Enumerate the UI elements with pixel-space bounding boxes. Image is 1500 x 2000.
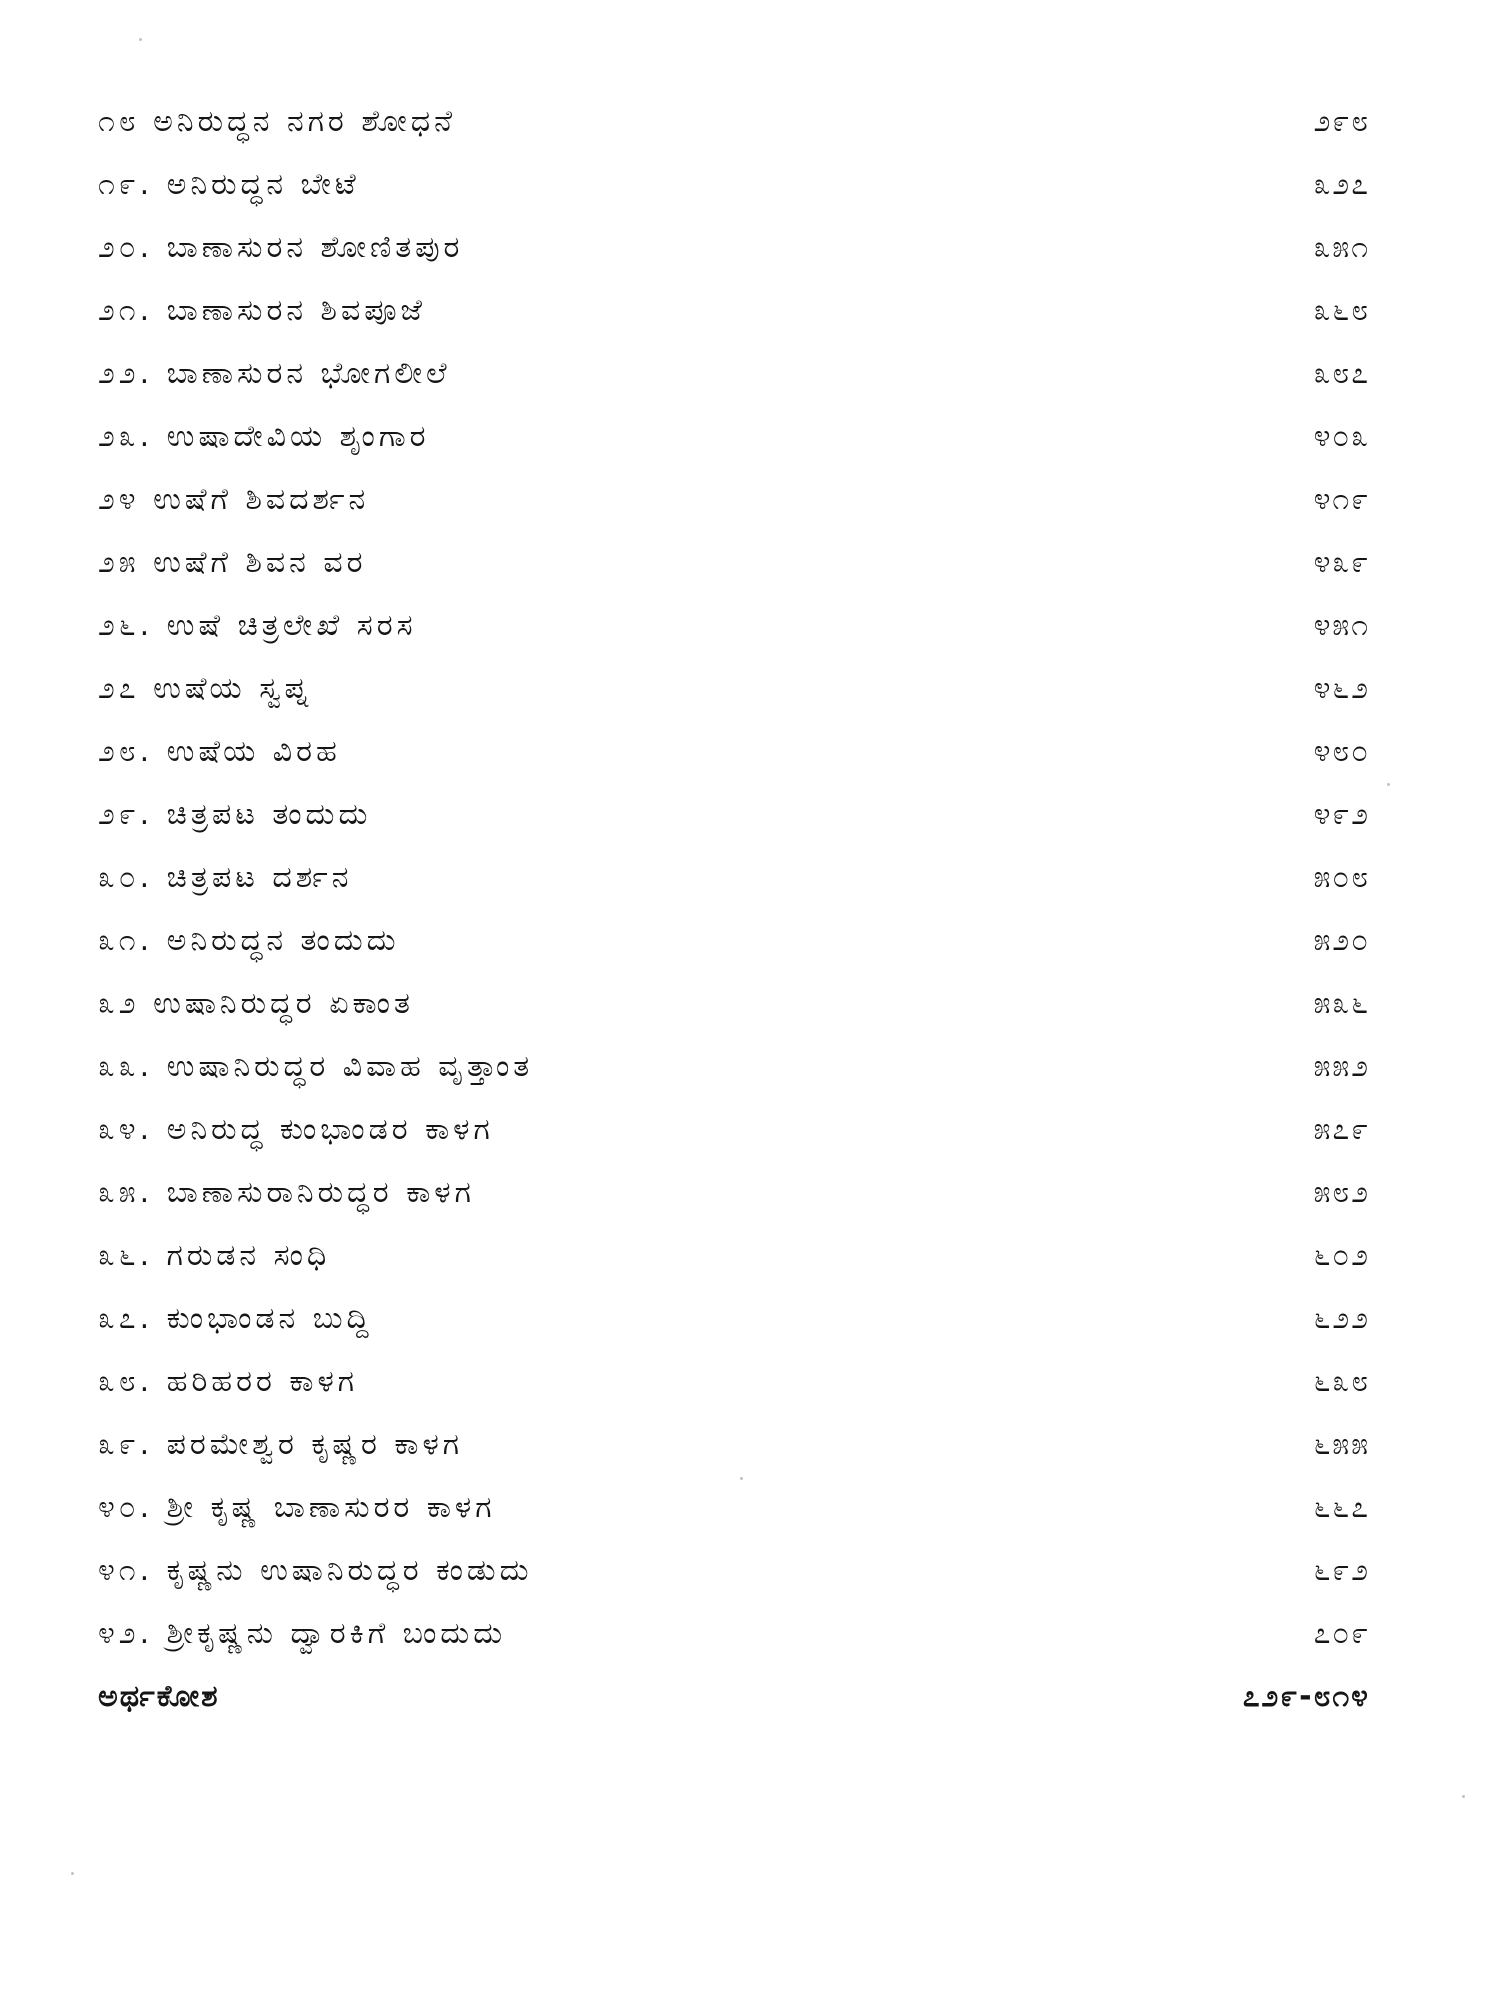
toc-entry [98,725,1370,779]
page-number: ೪೩೯ [1313,545,1370,580]
chapter-title: ೩೭. ಕುಂಭಾಂಡನ ಬುದ್ದಿ [98,1301,373,1336]
chapter-title: ೩೨ ಉಷಾನಿರುದ್ಧರ ಏಕಾಂತ [98,986,414,1021]
toc-entry [98,1355,1370,1409]
page-number: ೬೯೨ [1313,1553,1370,1588]
page-number: ೫೦೮ [1313,860,1370,895]
toc-entry [98,1166,1370,1220]
page-number: ೬೩೮ [1313,1364,1370,1399]
page-number: ೪೧೯ [1313,482,1370,517]
toc-entry [98,536,1370,590]
toc-entry [98,95,1370,149]
chapter-title: ೨೦. ಬಾಣಾಸುರನ ಶೋಣಿತಪುರ [98,230,464,265]
chapter-title: ೪೦. ಶ್ರೀ ಕೃಷ್ಣ ಬಾಣಾಸುರರ ಕಾಳಗ [98,1490,496,1525]
toc-entry [98,1040,1370,1094]
page-number: ೩೮೭ [1313,356,1370,391]
toc-entry [98,662,1370,716]
toc-entry [98,788,1370,842]
toc-entry [98,473,1370,527]
chapter-title: ೩೪. ಅನಿರುದ್ಧ ಕುಂಭಾಂಡರ ಕಾಳಗ [98,1112,494,1147]
chapter-title: ೨೯. ಚಿತ್ರಪಟ ತಂದುದು [98,797,372,832]
chapter-title: ೨೨. ಬಾಣಾಸುರನ ಭೋಗಲೀಲೆ [98,356,451,391]
toc-entry [98,977,1370,1031]
chapter-title: ೧೮ ಅನಿರುದ್ಧನ ನಗರ ಶೋಧನೆ [98,104,457,139]
chapter-title: ೨೪ ಉಷೆಗೆ ಶಿವದರ್ಶನ [98,482,370,517]
page-number: ೭೦೯ [1313,1616,1370,1651]
page-number: ೫೮೨ [1313,1175,1370,1210]
chapter-title: ೩೧. ಅನಿರುದ್ಧನ ತಂದುದು [98,923,400,958]
chapter-title: ೨೬. ಉಷೆ ಚಿತ್ರಲೇಖೆ ಸರಸ [98,608,417,643]
chapter-title: ೩೫. ಬಾಣಾಸುರಾನಿರುದ್ಧರ ಕಾಳಗ [98,1175,475,1210]
chapter-title: ೩೯. ಪರಮೇಶ್ವರ ಕೃಷ್ಣರ ಕಾಳಗ [98,1427,464,1462]
toc-entry [98,1292,1370,1346]
chapter-title: ೨೧. ಬಾಣಾಸುರನ ಶಿವಪೂಜೆ [98,293,426,328]
toc-entry [98,1481,1370,1535]
paper-speck [740,1477,743,1480]
chapter-title: ೩೦. ಚಿತ್ರಪಟ ದರ್ಶನ [98,860,353,895]
page-number: ೬೫೫ [1313,1427,1370,1462]
page-number: ೬೨೨ [1313,1301,1370,1336]
toc-entry [98,851,1370,905]
toc-entry [98,347,1370,401]
page-number: ೪೦೩ [1313,419,1370,454]
paper-speck [1462,1795,1465,1798]
chapter-title: ೩೬. ಗರುಡನ ಸಂಧಿ [98,1238,331,1273]
page-number: ೨೯೮ [1313,104,1370,139]
toc-entry [98,410,1370,464]
chapter-title: ೨೫ ಉಷೆಗೆ ಶಿವನ ವರ [98,545,367,580]
page-number: ೬೬೭ [1313,1490,1370,1525]
chapter-title: ೧೯. ಅನಿರುದ್ಧನ ಬೇಟೆ [98,167,360,202]
chapter-title: ೨೭ ಉಷೆಯ ಸ್ವಪ್ನ [98,671,312,706]
paper-speck [139,38,142,41]
toc-entry [98,914,1370,968]
chapter-title: ೨೩. ಉಷಾದೇವಿಯ ಶೃಂಗಾರ [98,419,430,454]
paper-speck [1387,783,1390,786]
chapter-title: ೪೧. ಕೃಷ್ಣನು ಉಷಾನಿರುದ್ಧರ ಕಂಡುದು [98,1553,533,1588]
page-number: ೫೭೯ [1313,1112,1370,1147]
page-range: ೭೨೯-೮೧೪ [1242,1679,1370,1714]
chapter-title: ೪೨. ಶ್ರೀಕೃಷ್ಣನು ದ್ವಾರಕಿಗೆ ಬಂದುದು [98,1616,507,1651]
toc-entry [98,599,1370,653]
chapter-title: ೩೩. ಉಷಾನಿರುದ್ಧರ ವಿವಾಹ ವೃತ್ತಾಂತ [98,1049,534,1084]
toc-entry [98,221,1370,275]
page-number: ೪೫೧ [1313,608,1370,643]
chapter-title: ೩೮. ಹರಿಹರರ ಕಾಳಗ [98,1364,358,1399]
page-number: ೩೨೭ [1313,167,1370,202]
toc-entry [98,1229,1370,1283]
toc-entry [98,284,1370,338]
toc-entry [98,158,1370,212]
glossary-title: ಅರ್ಥಕೋಶ [98,1679,220,1714]
page-number: ೪೬೨ [1313,671,1370,706]
toc-entry [98,1103,1370,1157]
toc-entry [98,1544,1370,1598]
chapter-title: ೨೮. ಉಷೆಯ ವಿರಹ [98,734,341,769]
toc-entry [98,1607,1370,1661]
toc-entry [98,1670,1370,1724]
toc-entry [98,1418,1370,1472]
page-number: ೪೯೨ [1313,797,1370,832]
page-number: ೫೫೨ [1313,1049,1370,1084]
page-number: ೫೩೬ [1313,986,1370,1021]
page-number: ೬೦೨ [1313,1238,1370,1273]
page-number: ೩೬೮ [1313,293,1370,328]
page-number: ೪೮೦ [1313,734,1370,769]
page-number: ೩೫೧ [1313,230,1370,265]
page-number: ೫೨೦ [1313,923,1370,958]
paper-speck [71,1872,74,1875]
